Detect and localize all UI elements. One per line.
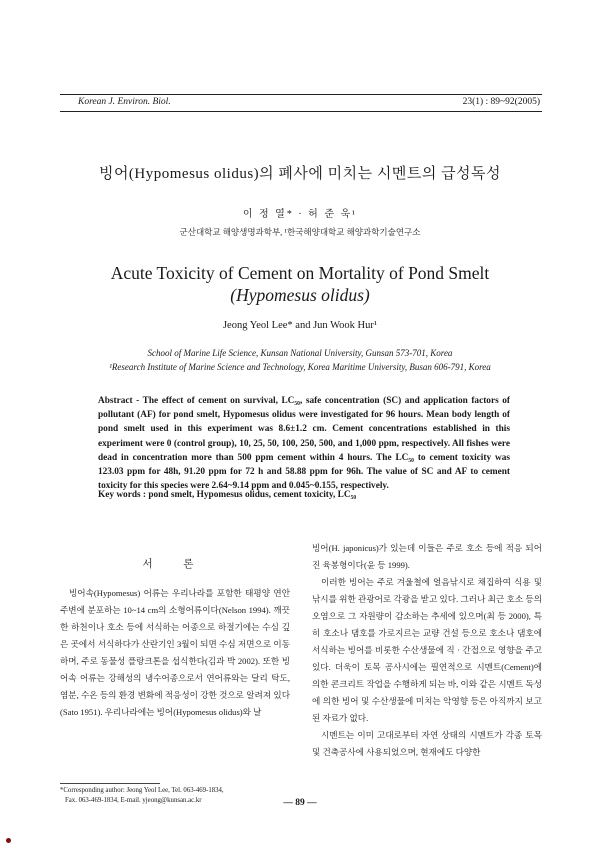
english-affiliation [0, 346, 600, 374]
affiliation-line1: School of Marine Life Science, Kunsan National University, Gunsan 573-701, Korea [147, 348, 453, 358]
korean-title: 빙어(Hypomesus olidus)의 폐사에 미치는 시멘트의 급성독성 [98, 166, 502, 182]
affiliation-line2: ¹Research Institute of Marine Science and Technology, Korea Maritime University, Busan 606-791, Korea [109, 362, 491, 372]
footnote-line2: Fax. 063-469-1834, E-mail. yjeong@kunsan.ac.kr [65, 797, 202, 804]
keywords: Key words : pond smelt, Hypomesus olidus, cement toxicity, LC₅₀ [98, 490, 357, 500]
right-paragraph-3: 시멘트는 이미 고대로부터 자연 상태의 시멘트가 각종 토목 및 건축공사에 사용되었으며, 현재에도 다양한 [312, 730, 542, 757]
english-title-line2: (Hypomesus olidus) [230, 285, 370, 305]
korean-affiliation: 군산대학교 해양생명과학부, ¹한국해양대학교 해양과학기술연구소 [179, 227, 421, 237]
header-rule-top [60, 94, 542, 95]
journal-name: Korean J. Environ. Biol. [78, 97, 171, 107]
corner-mark [6, 838, 11, 843]
left-paragraph: 빙어속(Hypomesus) 어류는 우리나라를 포함한 태평양 연안주변에 분포하는 10~14 cm의 소형어류이다(Nelson 1994). 깨끗한 하천이나 호소 등에 서식하는 어종으로 하절기에는 수심 깊은 곳에서 서식하다가 산란기인 3월이 되면 수심 저면으로 이동하며, 주로 동물성 플랑크톤을 섭식한다(김과 박 2002). 또한 빙어속 어류는 강해성의 냉수어종으로서 연어류와는 달리 탁도, 염분, 수온 등의 환경 변화에 적응성이 강한 것으로 알려져 있다(Sato 1951). 우리나라에는 빙어(Hypomesus olidus)와 날 [60, 588, 290, 717]
footnote-rule [60, 783, 160, 784]
section-title: 서 론 [142, 559, 208, 570]
footnote-line1: *Corresponding author: Jeong Yeol Lee, Tel. 063-469-1834, [60, 787, 224, 794]
page-number: — 89 — [283, 798, 317, 808]
abstract: Abstract - The effect of cement on survival, LC₅₀, safe concentration (SC) and application factors of pollutant (AF) for pond smelt, Hypomesus olidus were investigated for 96 hours. Mean body length of pond smelt used in this experiment was 8.6±1.2 cm. Cement concentrations established in this experiment were 0 (control group), 10, 25, 50, 100, 250, 500, and 1,000 ppm, respectively. All fishes were dead in concentration more than 500 ppm cement within 4 hours. The LC₅₀ to cement toxicity was 123.03 ppm for 48h, 91.20 ppm for 72 h and 58.88 ppm for 96h. The value of SC and AF to cement toxicity for this species were 2.64~9.14 ppm and 0.045~0.155, respectively. [98, 396, 510, 492]
english-authors: Jeong Yeol Lee* and Jun Wook Hur¹ [222, 320, 378, 331]
right-paragraph-1: 빙어(H. japonicus)가 있는데 이들은 주로 호소 등에 적응 되어진 육봉형이다(윤 등 1999). [312, 543, 542, 570]
right-paragraph-2: 이러한 빙어는 주로 겨울철에 얼음낚시로 채집하여 식용 및 낚시를 위한 관광어로 각광을 받고 있다. 그러나 최근 호소 등의 오염으로 그 자원량이 감소하는 추세에 있으며(최 등 2000), 특히 호소나 댐호를 가로지르는 교량 건설 등으로 호소나 댐호에 서식하는 빙어를 비롯한 수산생물에 직 · 간접으로 영향을 주고 있다. 더욱이 토목 공사시에는 필연적으로 시멘트(Cement)에 의한 콘크리트 작업을 수행하게 되는 바, 이와 같은 시멘트 독성에 의한 빙어 및 수산생물에 미치는 악영향 등은 아직까지 보고된 자료가 없다. [312, 577, 542, 723]
issue-info: 23(1) : 89~92(2005) [462, 97, 540, 107]
korean-authors: 이 정 열* · 허 준 욱¹ [242, 209, 358, 220]
english-title-line1: Acute Toxicity of Cement on Mortality of Pond Smelt [110, 263, 490, 283]
left-column [60, 556, 290, 721]
header-rule-bottom [60, 111, 542, 112]
right-column [312, 540, 542, 761]
english-title [0, 262, 600, 306]
